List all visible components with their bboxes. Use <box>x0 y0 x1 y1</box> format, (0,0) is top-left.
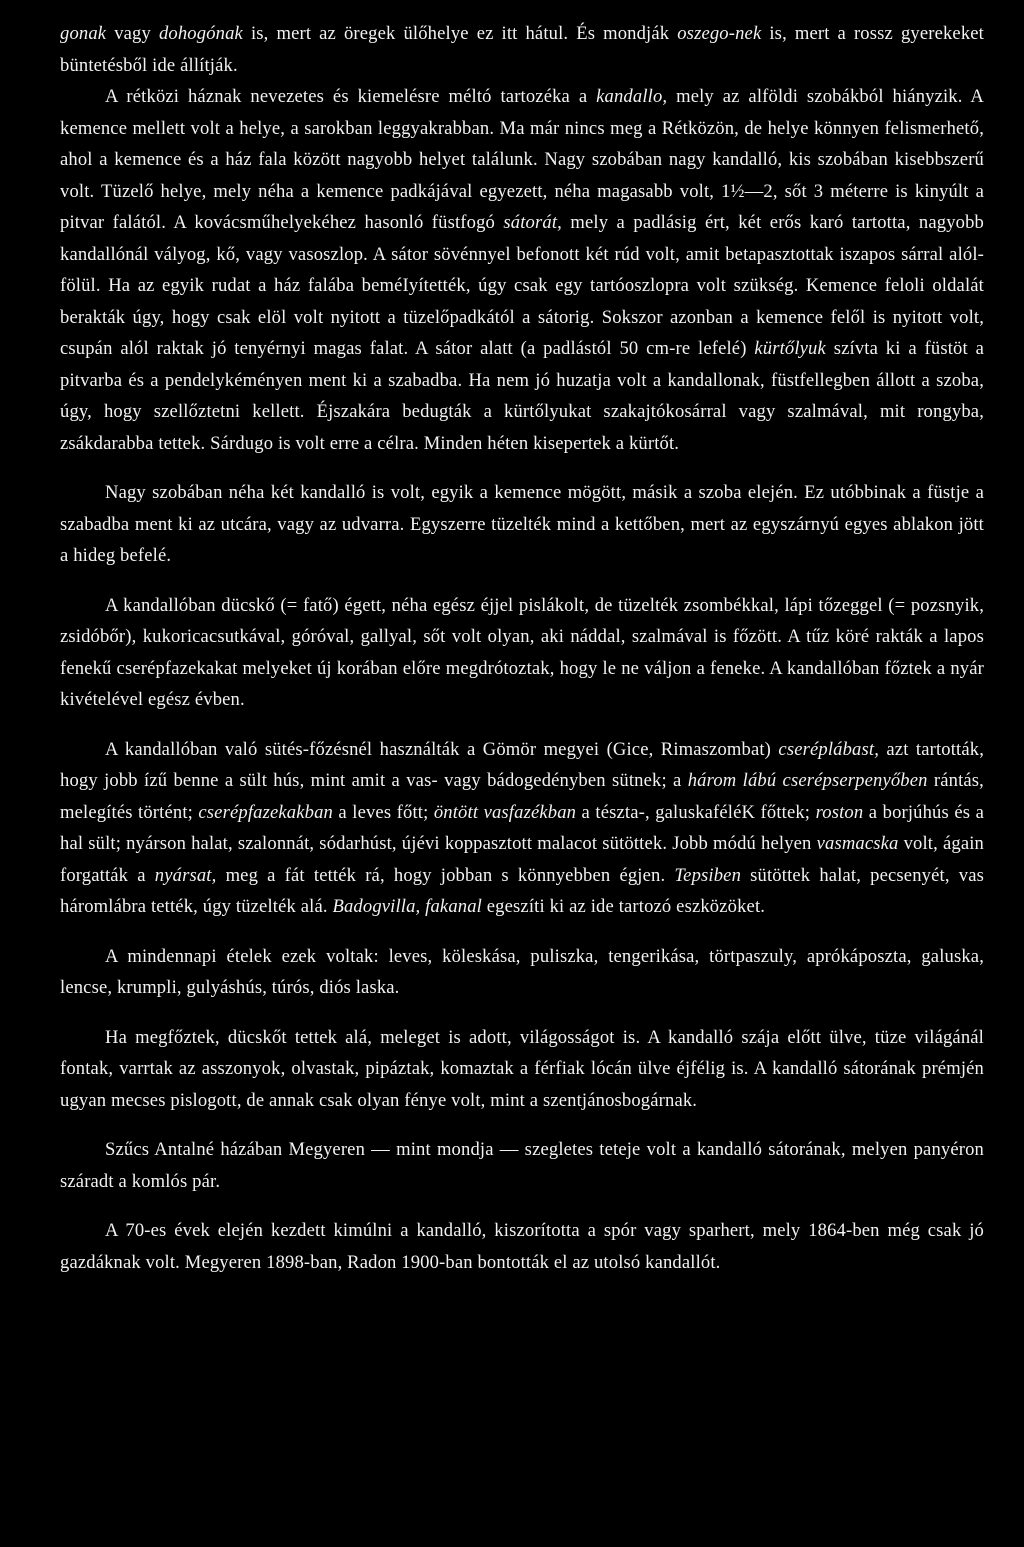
text-run: azt tartották, hogy jobb ízű benne a sült hús, mint amit a vas- vagy bádogedényben sütnek; a <box>60 738 984 791</box>
text-run: vagy <box>106 23 159 44</box>
text-run: egeszíti ki az ide tartozó eszközöket. <box>481 896 766 917</box>
italic-term: cserépfazekakban <box>198 801 333 823</box>
paragraph <box>60 1022 984 1117</box>
paragraph <box>60 590 984 716</box>
text-run: A mindennapi ételek ezek voltak: leves, köleskása, puliszka, tengerikása, törtpaszuly, aprókáposzta, galuska, lencse, krumpli, gulyáshús, túrós, diós laska. <box>60 945 984 998</box>
text-run: Ha megfőztek, dücskőt tettek alá, meleget is adott, világosságot is. A kandalló szája előtt ülve, tüze világánál fontak, varrtak az asszonyok, olvastak, pipáztak, komaztak a férfiak lócán ülve éjfélig is. A kandalló sátorának prémjén ugyan mecses pislogott, de annak csak olyan fénye volt, mint a szentjánosbogárnak. <box>60 1026 984 1111</box>
text-run: meg a fát tették rá, hogy jobban s könnyebben égjen. <box>216 864 675 886</box>
text-run: is, mert a rossz gyerekeket büntetésből ide állítják. <box>60 23 984 76</box>
paragraph <box>60 941 984 1004</box>
paragraph <box>60 477 984 572</box>
italic-term: gonak <box>60 23 107 44</box>
text-run: is, mert az öregek ülőhelye ez itt hátul. És mondják <box>242 23 678 44</box>
text-run: szívta ki a füstöt a pitvarba és a pendelykéményen ment ki a szabadba. Ha nem jó huzatja volt a kandallonak, füstfellegben állott a szoba, úgy, hogy szellőztetni kellett. Éjszakára bedugták a kürtőlyukat szakajtókosárral vagy szalmával, mit rongyba, zsákdarabba tettek. Sárdugo is volt erre a célra. Minden héten kisepertek a kürtőt. <box>60 338 984 454</box>
text-run: Nagy szobában néha két kandalló is volt, egyik a kemence mögött, másik a szoba elején. Ez utóbbinak a füstje a szabadba ment ki az utcára, vagy az udvarra. Egyszerre tüzelték mind a kettőben, mert az egyszárnyú egyes ablakon jött a hideg befelé. <box>60 482 984 566</box>
text-run: Szűcs Antalné házában Megyeren — mint mondja — szegletes teteje volt a kandalló sátorának, melyen panyéron száradt a komlós pár. <box>60 1139 984 1192</box>
paragraph <box>60 81 984 459</box>
text-run: volt, ágain forgatták a <box>60 833 984 886</box>
text-run: sütöttek halat, pecsenyét, vas háromlábra tették, úgy tüzelték alá. <box>60 864 984 917</box>
text-run: a tészta-, galuskaféléK főttek; <box>576 801 816 823</box>
italic-term: Badogvilla, fakanal <box>332 896 482 917</box>
body-text <box>60 18 984 1278</box>
italic-term: vasmacska <box>816 833 899 854</box>
text-run: A rétközi háznak nevezetes és kiemelésre méltó tartozéka a <box>105 86 597 107</box>
paragraph <box>60 1134 984 1197</box>
text-run: rántás, melegítés történt; <box>60 770 984 823</box>
paragraph <box>60 734 984 923</box>
italic-term: cseréplábast, <box>778 738 880 760</box>
text-run: a borjúhús és a hal sült; nyárson halat, szalonnát, sódarhúst, újévi koppasztott malacot sütöttek. Jobb módú helyen <box>60 801 984 854</box>
text-run: A 70-es évek elején kezdett kimúlni a kandalló, kiszorította a spór vagy sparhert, mely 1864-ben még csak jó gazdáknak volt. Megyeren 1898-ban, Radon 1900-ban bontották el az utolsó kandallót. <box>60 1220 984 1273</box>
italic-term: Tepsiben <box>674 864 742 886</box>
paragraph <box>60 18 984 81</box>
text-run: a leves főtt; <box>332 801 434 823</box>
italic-term: kürtőlyuk <box>754 338 826 359</box>
italic-term: roston <box>815 801 864 823</box>
text-run: mely a padlásig ért, két erős karó tartotta, nagyobb kandallónál vályog, kő, vagy vasoszlop. A sátor sövénnyel befonott két rúd volt, amit betapasztottak iszapos sárral alól-fölül. Ha az egyik rudat a ház falába beméIyítették, úgy csak egy tartóoszlopra volt szükség. Kemence feloli oldalát berakták úgy, hogy csak elöl volt nyitott a tüzelőpadkától a sátorig. Sokszor azonban a kemence felől is nyitott volt, csupán alól raktak jó tenyérnyi magas falat. A sátor alatt (a padlástól 50 cm-re lefelé) <box>60 212 985 359</box>
italic-term: oszego-nek <box>677 23 762 44</box>
text-run: A kandallóban dücskő (= fatő) égett, néha egész éjjel pislákolt, de tüzelték zsombékkal, lápi tőzeggel (= pozsnyik, zsidóbőr), kukoricacsutkával, góróval, gallyal, sőt volt olyan, aki náddal, szalmával is főzött. A tűz köré rakták a lapos fenekű cserépfazekakat melyeket új korában előre megdrótoztak, hogy le ne váljon a feneke. A kandallóban főztek a nyár kivételével egész évben. <box>60 594 984 710</box>
italic-term: nyársat, <box>154 864 217 886</box>
italic-term: sátorát, <box>503 212 562 233</box>
text-run: mely az alföldi szobákból hiányzik. A kemence mellett volt a helye, a sarokban leggyakrabban. Ma már nincs meg a Rétközön, de helye könnyen felismerhető, ahol a kemence és a ház fala között nagyobb helyet találunk. Nagy szobában nagy kandalló, kis szobában kisebbszerű volt. Tüzelő helye, mely néha a kemence padkájával egyezett, néha magasabb volt, 1½—2, sőt 3 méterre is kinyúlt a pitvar falától. A kovácsműhelyekéhez hasonló füstfogó <box>60 86 984 233</box>
paragraph <box>60 1215 984 1278</box>
text-run: A kandallóban való sütés-főzésnél használták a Gömör megyei (Gice, Rimaszombat) <box>105 738 779 760</box>
italic-term: öntött vasfazékban <box>433 801 577 823</box>
italic-term: dohogónak <box>158 23 243 44</box>
italic-term: kandallo, <box>596 86 668 107</box>
italic-term: három lábú cserépserpenyőben <box>687 770 928 791</box>
